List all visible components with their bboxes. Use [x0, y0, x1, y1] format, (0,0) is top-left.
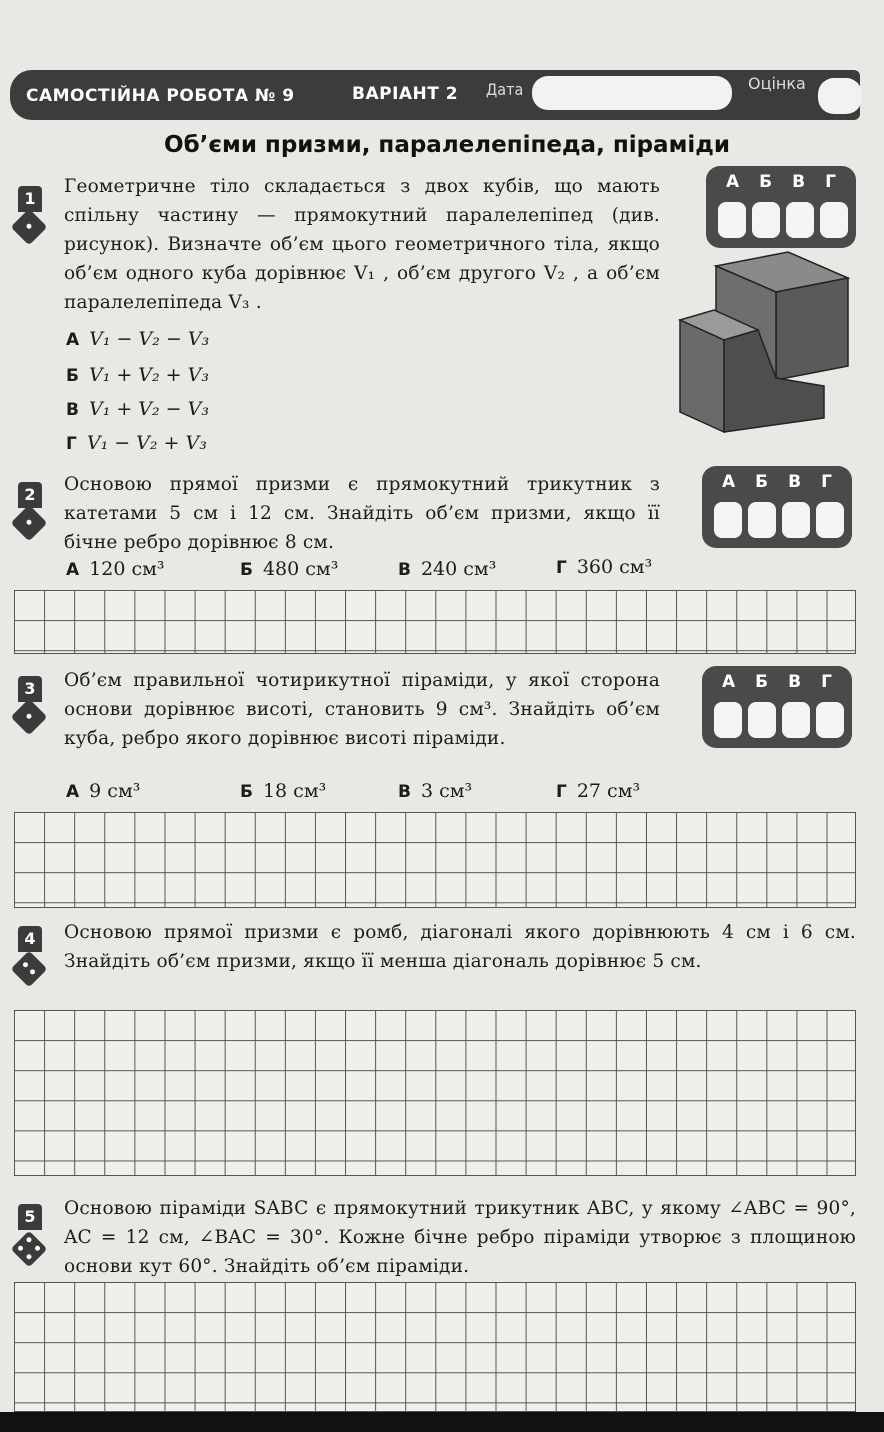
task-2-statement: Основою прямої призми є прямокутний трикутник з катетами 5 см і 12 см. Знайдіть об’єм призми, якщо її бічне ребро дорівнює 8 см. — [64, 474, 660, 553]
work-label: САМОСТІЙНА РОБОТА № 9 — [26, 86, 295, 106]
task-1-option-a[interactable]: А V₁ − V₂ − V₃ — [66, 328, 210, 350]
task-3-statement: Об’єм правильної чотирикутної піраміди, у якої сторона основи дорівнює висоті, становить 9 см³. Знайдіть об’єм куба, ребро якого дорівнює висоті піраміди. — [64, 670, 660, 749]
task-1-option-c[interactable]: В V₁ + V₂ − V₃ — [66, 398, 209, 420]
answer-cell-b[interactable] — [748, 502, 776, 538]
answer-cell-a[interactable] — [718, 202, 746, 238]
answer-box-1 — [706, 166, 856, 248]
task-number: 2 — [18, 482, 42, 508]
task-3-text — [64, 666, 660, 753]
answer-cell-c[interactable] — [786, 202, 814, 238]
task-2-option-c[interactable]: В 240 см³ — [398, 558, 497, 580]
task-2-option-a[interactable]: А 120 см³ — [66, 558, 165, 580]
bottom-edge — [0, 1412, 884, 1432]
answer-letter: А — [726, 172, 740, 192]
grade-label: Оцінка — [748, 74, 806, 93]
answer-cell-a[interactable] — [714, 702, 742, 738]
variant-label: ВАРІАНТ 2 — [352, 84, 459, 104]
task-5-text — [64, 1194, 856, 1281]
difficulty-dice-icon — [11, 951, 48, 988]
answer-letter: Г — [821, 672, 832, 692]
answer-letter: Б — [755, 672, 769, 692]
difficulty-dice-icon — [11, 1231, 48, 1268]
task-4-statement: Основою прямої призми є ромб, діагоналі якого дорівнюють 4 см і 6 см. Знайдіть об’єм призми, якщо її менша діагональ дорівнює 5 см. — [64, 922, 856, 972]
answer-letter: Г — [821, 472, 832, 492]
answer-grid-3[interactable] — [14, 812, 856, 908]
answer-cell-d[interactable] — [820, 202, 848, 238]
answer-cell-a[interactable] — [714, 502, 742, 538]
answer-letter: А — [722, 672, 736, 692]
difficulty-dice-icon — [11, 699, 48, 736]
task-2-text — [64, 470, 660, 557]
answer-box-3 — [702, 666, 852, 748]
task-number: 1 — [18, 186, 42, 212]
task-3-option-c[interactable]: В 3 см³ — [398, 780, 473, 802]
answer-grid-2[interactable] — [14, 590, 856, 654]
task-1-option-b[interactable]: Б V₁ + V₂ + V₃ — [66, 364, 209, 386]
task-1-text — [64, 172, 660, 317]
task-1-statement: Геометричне тіло складається з двох кубів, що мають спільну частину — прямокутний паралелепіпед (див. рисунок). Визначте об’єм цього геометричного тіла, якщо об’єм одного куба дорівнює V₁ , об’єм другого V₂ , а об’єм паралелепіпеда V₃ . — [64, 176, 660, 313]
date-label: Дата — [486, 80, 524, 99]
answer-cell-c[interactable] — [782, 502, 810, 538]
answer-letter: Б — [759, 172, 773, 192]
answer-cell-d[interactable] — [816, 502, 844, 538]
task-4-text — [64, 918, 856, 976]
task-number: 3 — [18, 676, 42, 702]
answer-grid-4[interactable] — [14, 1010, 856, 1176]
answer-letter: В — [792, 172, 806, 192]
task-3-option-d[interactable]: Г 27 см³ — [556, 780, 641, 802]
two-cubes-figure — [676, 248, 866, 438]
answer-letter: Г — [825, 172, 836, 192]
answer-box-2 — [702, 466, 852, 548]
task-3-option-b[interactable]: Б 18 см³ — [240, 780, 327, 802]
header-bar — [10, 70, 860, 120]
task-1-option-d[interactable]: Г V₁ − V₂ + V₃ — [66, 432, 207, 454]
task-3-option-a[interactable]: А 9 см³ — [66, 780, 141, 802]
answer-cell-c[interactable] — [782, 702, 810, 738]
task-2-option-d[interactable]: Г 360 см³ — [556, 556, 653, 578]
answer-grid-5[interactable] — [14, 1282, 856, 1412]
grade-field[interactable] — [818, 78, 862, 114]
answer-letter: А — [722, 472, 736, 492]
page-title: Об’єми призми, паралелепіпеда, піраміди — [164, 132, 730, 158]
task-2-option-b[interactable]: Б 480 см³ — [240, 558, 339, 580]
difficulty-dice-icon — [11, 505, 48, 542]
answer-letter: В — [788, 472, 802, 492]
answer-cell-d[interactable] — [816, 702, 844, 738]
answer-cell-b[interactable] — [752, 202, 780, 238]
difficulty-dice-icon — [11, 209, 48, 246]
answer-letter: В — [788, 672, 802, 692]
task-5-statement: Основою піраміди SABC є прямокутний трикутник ABC, у якому ∠ABC = 90°, AC = 12 см, ∠BAC = 30°. Кожне бічне ребро піраміди утворює з площиною основи кут 60°. Знайдіть об’єм піраміди. — [64, 1198, 856, 1277]
answer-cell-b[interactable] — [748, 702, 776, 738]
task-number: 4 — [18, 926, 42, 952]
task-number: 5 — [18, 1204, 42, 1230]
date-field[interactable] — [532, 76, 732, 110]
answer-letter: Б — [755, 472, 769, 492]
